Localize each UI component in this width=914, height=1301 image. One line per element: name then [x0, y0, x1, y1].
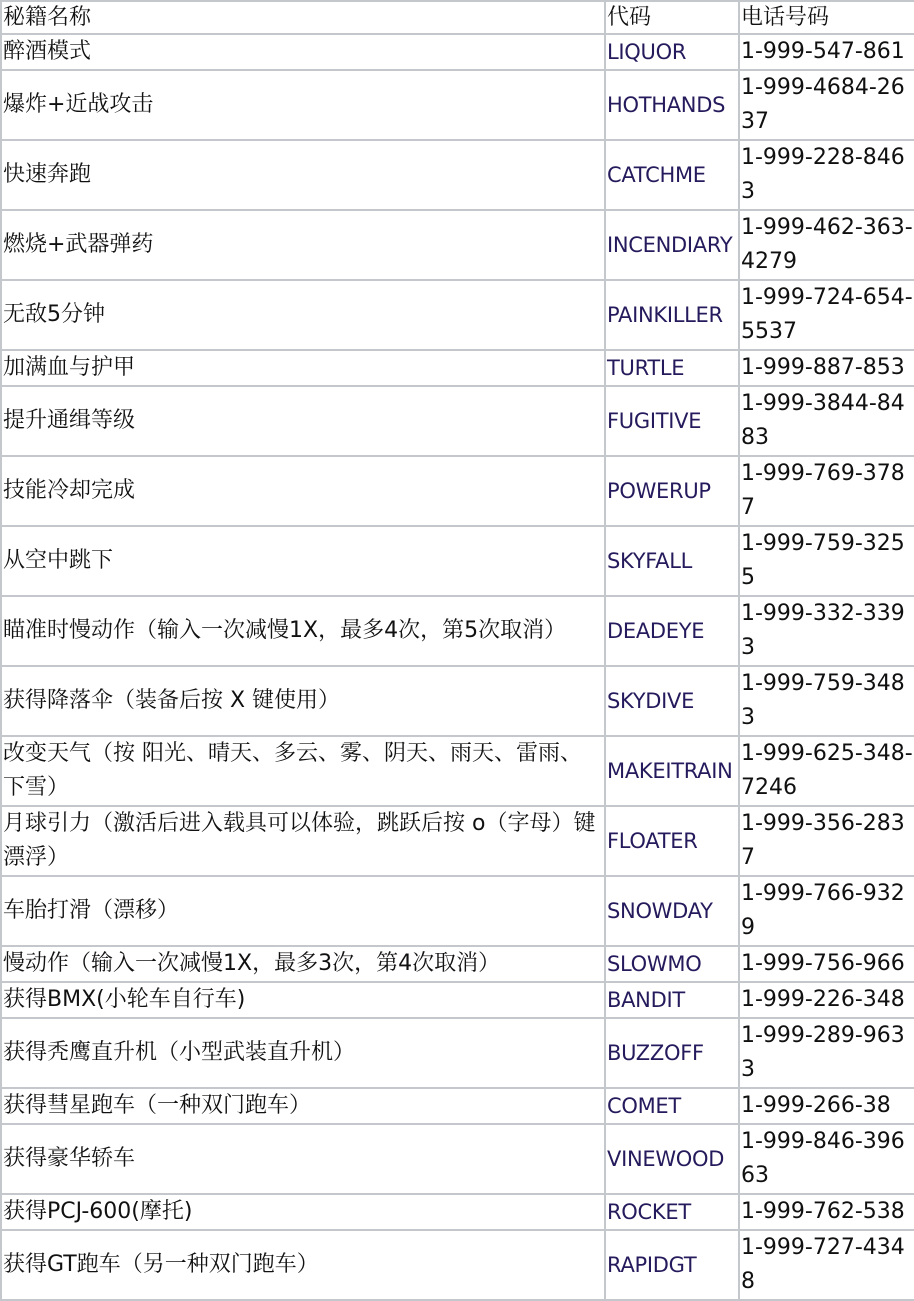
cheat-name-cell: 慢动作（输入一次减慢1X，最多3次，第4次取消） — [1, 946, 605, 982]
phone-number-cell: 1-999-625-348-7246 — [739, 736, 914, 806]
cheat-code-cell: POWERUP — [605, 456, 739, 526]
table-row — [1, 1018, 914, 1088]
cheat-code-cell: SKYFALL — [605, 526, 739, 596]
phone-number-cell: 1-999-762-538 — [739, 1194, 914, 1230]
cheat-code-cell: LIQUOR — [605, 34, 739, 70]
table-row — [1, 70, 914, 140]
phone-number-cell: 1-999-766-9329 — [739, 876, 914, 946]
phone-number-cell: 1-999-462-363-4279 — [739, 210, 914, 280]
cheat-name-cell: 月球引力（激活后进入载具可以体验，跳跃后按 o（字母）键漂浮） — [1, 806, 605, 876]
table-row — [1, 386, 914, 456]
cheat-name-cell: 加满血与护甲 — [1, 350, 605, 386]
table-body — [1, 34, 914, 1300]
phone-number-cell: 1-999-266-38 — [739, 1088, 914, 1124]
cheat-code-cell: DEADEYE — [605, 596, 739, 666]
cheat-code-cell: FUGITIVE — [605, 386, 739, 456]
phone-number-cell: 1-999-727-4348 — [739, 1230, 914, 1300]
phone-number-cell: 1-999-846-39663 — [739, 1124, 914, 1194]
table-row — [1, 946, 914, 982]
header-code: 代码 — [605, 1, 739, 34]
cheat-code-cell: INCENDIARY — [605, 210, 739, 280]
phone-number-cell: 1-999-769-3787 — [739, 456, 914, 526]
table-row — [1, 1194, 914, 1230]
cheat-name-cell: 获得GT跑车（另一种双门跑车） — [1, 1230, 605, 1300]
cheat-code-cell: TURTLE — [605, 350, 739, 386]
cheat-code-cell: CATCHME — [605, 140, 739, 210]
cheat-code-cell: RAPIDGT — [605, 1230, 739, 1300]
cheat-name-cell: 技能冷却完成 — [1, 456, 605, 526]
phone-number-cell: 1-999-289-9633 — [739, 1018, 914, 1088]
table-row — [1, 350, 914, 386]
cheat-code-cell: BANDIT — [605, 982, 739, 1018]
cheat-code-cell: SNOWDAY — [605, 876, 739, 946]
cheat-code-cell: FLOATER — [605, 806, 739, 876]
cheat-code-cell: ROCKET — [605, 1194, 739, 1230]
cheat-name-cell: 提升通缉等级 — [1, 386, 605, 456]
cheat-code-cell: SKYDIVE — [605, 666, 739, 736]
table-row — [1, 1124, 914, 1194]
cheat-name-cell: 获得彗星跑车（一种双门跑车） — [1, 1088, 605, 1124]
cheat-name-cell: 燃烧+武器弹药 — [1, 210, 605, 280]
cheat-code-cell: SLOWMO — [605, 946, 739, 982]
table-row — [1, 280, 914, 350]
table-row — [1, 806, 914, 876]
cheat-name-cell: 快速奔跑 — [1, 140, 605, 210]
phone-number-cell: 1-999-547-861 — [739, 34, 914, 70]
cheat-code-cell: HOTHANDS — [605, 70, 739, 140]
table-row — [1, 210, 914, 280]
table-row — [1, 526, 914, 596]
cheat-name-cell: 从空中跳下 — [1, 526, 605, 596]
cheat-name-cell: 获得PCJ-600(摩托) — [1, 1194, 605, 1230]
cheat-name-cell: 瞄准时慢动作（输入一次减慢1X，最多4次，第5次取消） — [1, 596, 605, 666]
table-row — [1, 982, 914, 1018]
cheat-code-cell: VINEWOOD — [605, 1124, 739, 1194]
phone-number-cell: 1-999-759-3255 — [739, 526, 914, 596]
cheat-name-cell: 无敌5分钟 — [1, 280, 605, 350]
phone-number-cell: 1-999-356-2837 — [739, 806, 914, 876]
cheat-name-cell: 获得BMX(小轮车自行车) — [1, 982, 605, 1018]
table-row — [1, 1230, 914, 1300]
cheat-code-cell: MAKEITRAIN — [605, 736, 739, 806]
phone-number-cell: 1-999-887-853 — [739, 350, 914, 386]
table-row — [1, 596, 914, 666]
cheat-code-cell: BUZZOFF — [605, 1018, 739, 1088]
table-row — [1, 456, 914, 526]
phone-number-cell: 1-999-226-348 — [739, 982, 914, 1018]
table-row — [1, 34, 914, 70]
table-row — [1, 666, 914, 736]
cheat-code-cell: COMET — [605, 1088, 739, 1124]
table-row — [1, 736, 914, 806]
table-header-row — [1, 1, 914, 34]
phone-number-cell: 1-999-228-8463 — [739, 140, 914, 210]
cheat-name-cell: 车胎打滑（漂移） — [1, 876, 605, 946]
header-cheat-name: 秘籍名称 — [1, 1, 605, 34]
phone-number-cell: 1-999-4684-2637 — [739, 70, 914, 140]
header-phone-number: 电话号码 — [739, 1, 914, 34]
cheat-name-cell: 获得豪华轿车 — [1, 1124, 605, 1194]
phone-number-cell: 1-999-756-966 — [739, 946, 914, 982]
phone-number-cell: 1-999-332-3393 — [739, 596, 914, 666]
cheat-name-cell: 改变天气（按 阳光、晴天、多云、雾、阴天、雨天、雷雨、下雪） — [1, 736, 605, 806]
table-row — [1, 140, 914, 210]
table-row — [1, 1088, 914, 1124]
phone-number-cell: 1-999-3844-8483 — [739, 386, 914, 456]
cheat-code-cell: PAINKILLER — [605, 280, 739, 350]
phone-number-cell: 1-999-724-654-5537 — [739, 280, 914, 350]
cheat-name-cell: 爆炸+近战攻击 — [1, 70, 605, 140]
table-row — [1, 876, 914, 946]
cheat-name-cell: 获得秃鹰直升机（小型武装直升机） — [1, 1018, 605, 1088]
cheat-name-cell: 获得降落伞（装备后按 X 键使用） — [1, 666, 605, 736]
phone-number-cell: 1-999-759-3483 — [739, 666, 914, 736]
cheat-name-cell: 醉酒模式 — [1, 34, 605, 70]
